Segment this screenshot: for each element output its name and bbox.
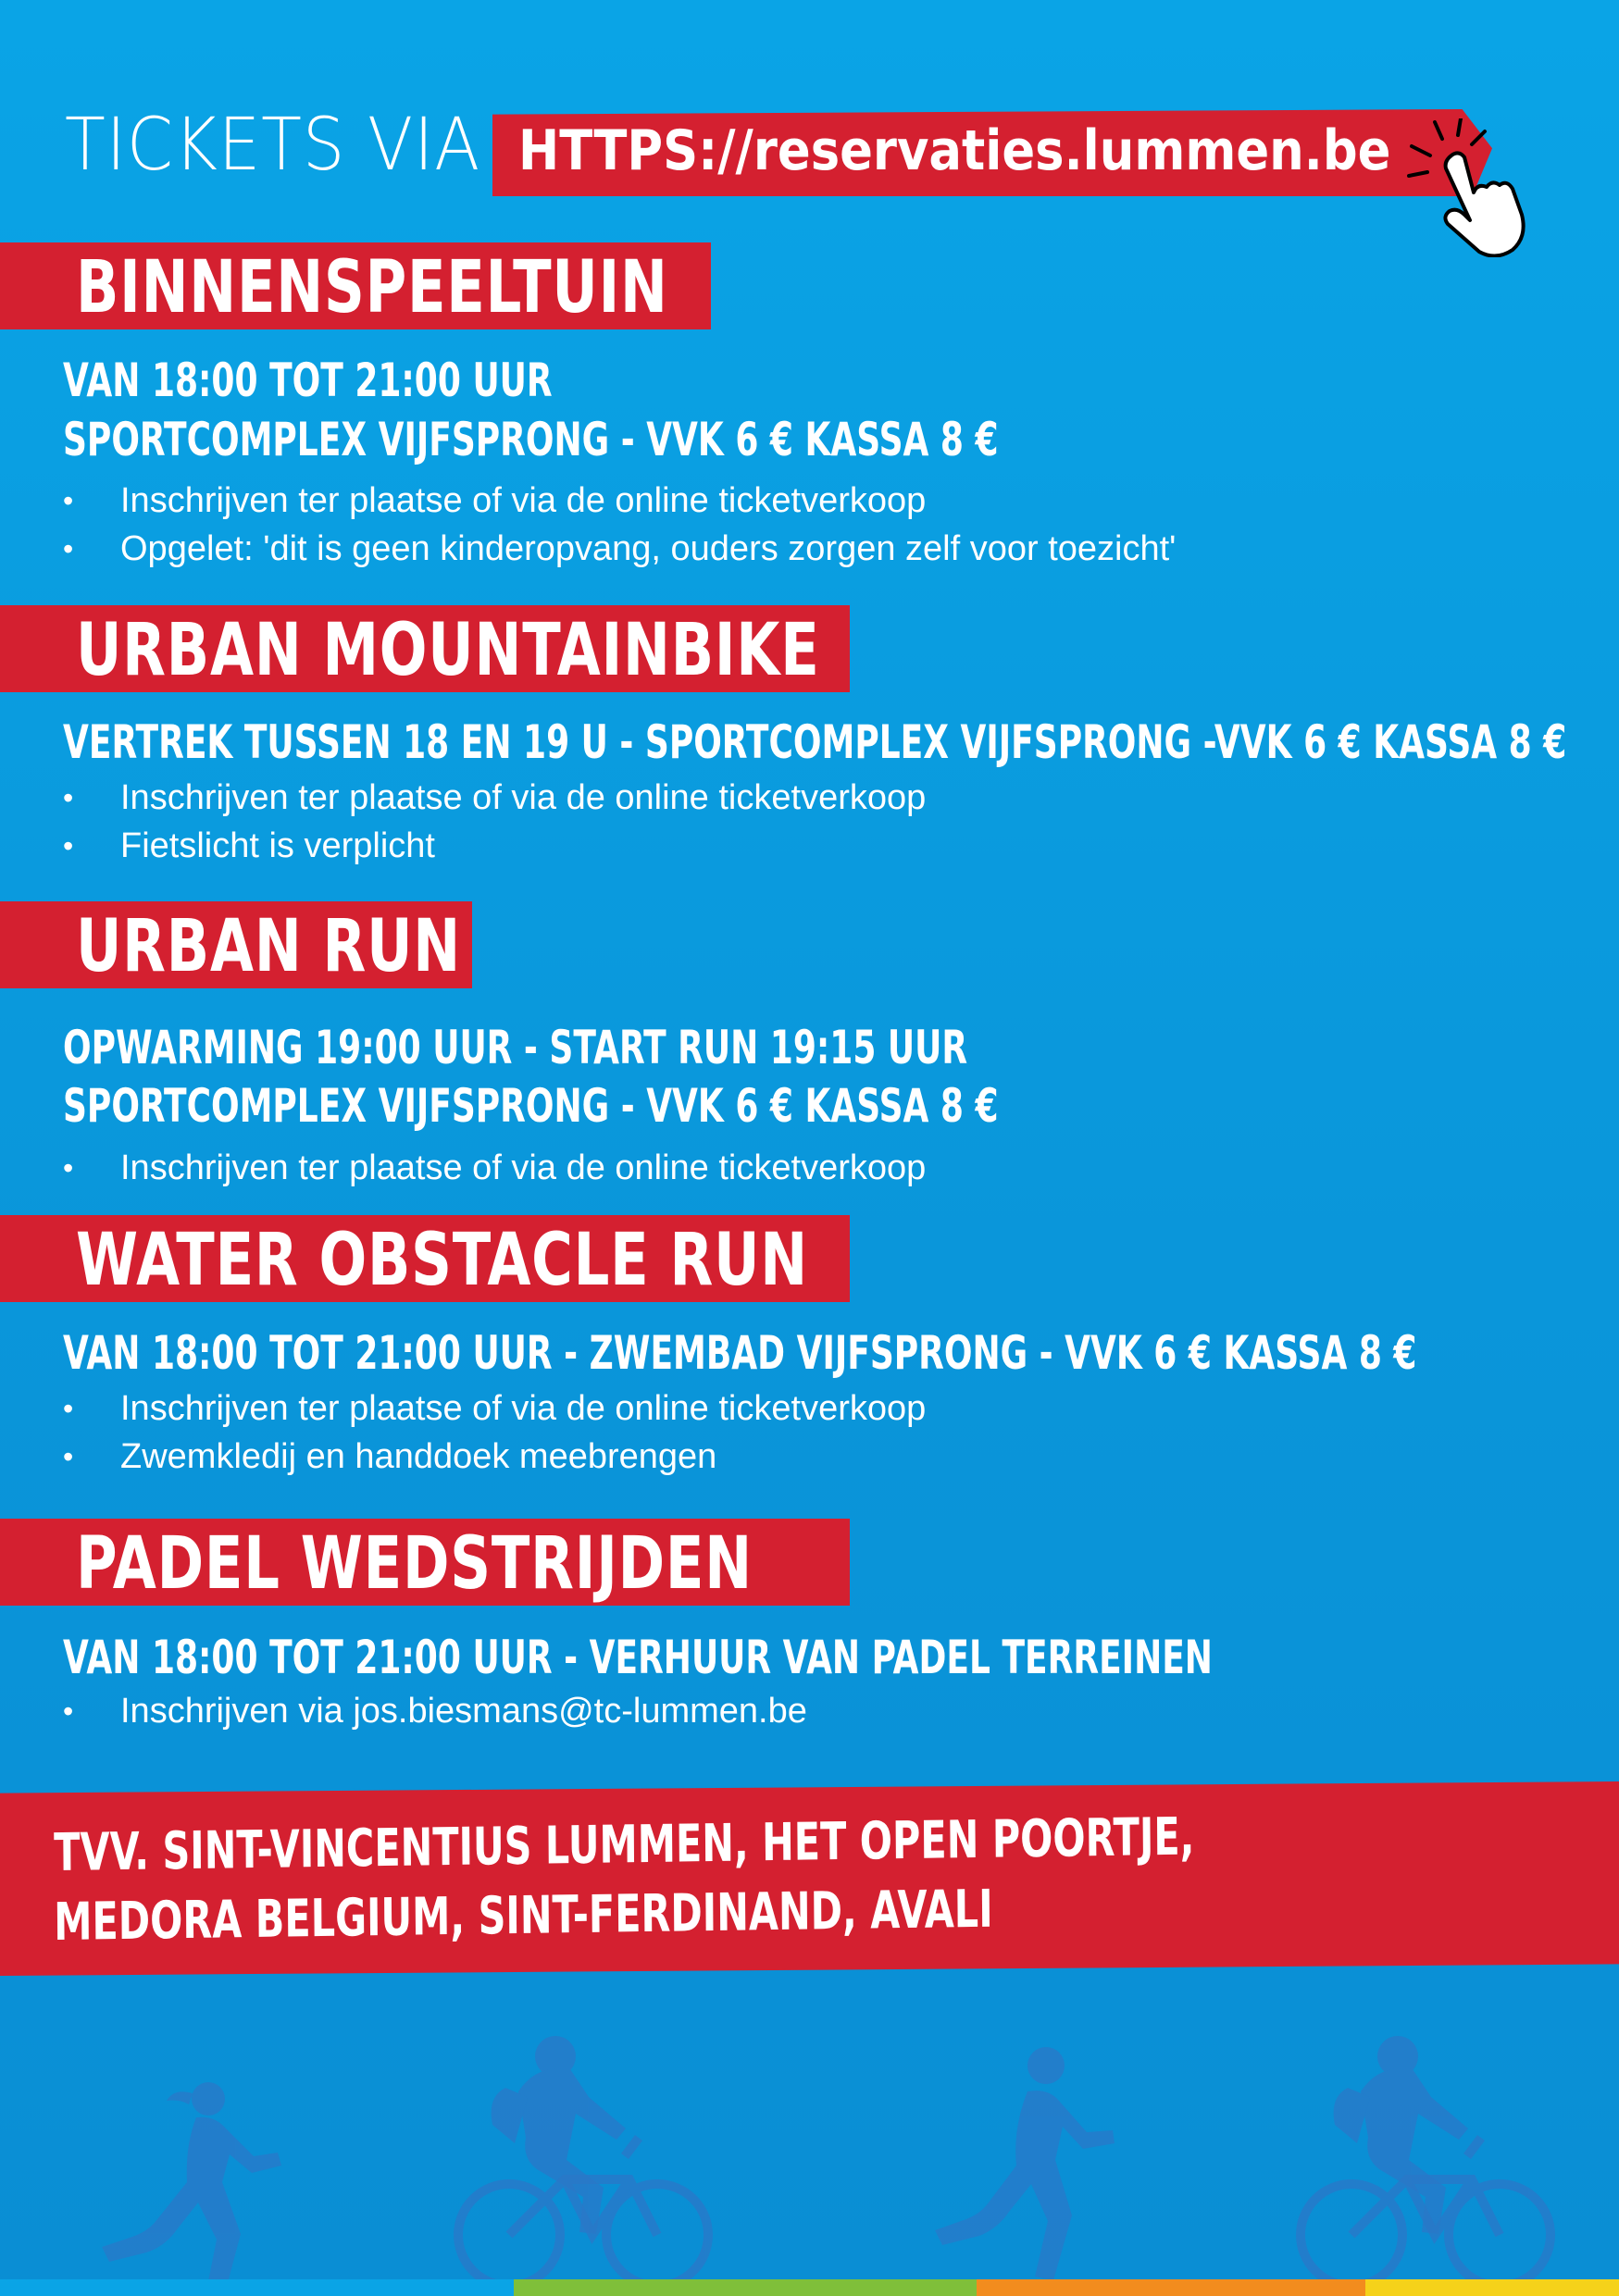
section-detail: SPORTCOMPLEX VIJFSPRONG - VVK 6 € KASSA 8 €	[63, 1079, 999, 1133]
sponsor-line: MEDORA BELGIUM, SINT-FERDINAND, AVALI	[53, 1879, 993, 1953]
sponsor-line: TVV. SINT-VINCENTIUS LUMMEN, HET OPEN POORTJE,	[53, 1806, 1195, 1883]
bullet-list	[63, 477, 1176, 573]
section-detail: VAN 18:00 TOT 21:00 UUR - VERHUUR VAN PADEL TERREINEN	[63, 1631, 1213, 1684]
cyclist-icon	[1296, 2027, 1555, 2295]
color-stripe-green	[514, 2279, 977, 2296]
list-item: • Inschrijven via jos.biesmans@tc-lummen.be	[63, 1687, 807, 1735]
section-title: WATER OBSTACLE RUN	[76, 1219, 808, 1302]
color-stripe-yellow	[1365, 2279, 1619, 2296]
color-stripe-blue	[0, 2279, 514, 2296]
color-stripe-orange	[977, 2279, 1365, 2296]
section-detail: VAN 18:00 TOT 21:00 UUR - ZWEMBAD VIJFSPRONG - VVK 6 € KASSA 8 €	[63, 1326, 1417, 1380]
pointer-hand-click-icon	[1407, 118, 1546, 257]
list-item: • Zwemkledij en handdoek meebrengen	[63, 1433, 926, 1481]
bullet-list	[63, 1144, 926, 1192]
list-item: • Inschrijven ter plaatse of via de online ticketverkoop	[63, 1144, 926, 1192]
list-item: • Opgelet: 'dit is geen kinderopvang, ouders zorgen zelf voor toezicht'	[63, 525, 1176, 573]
section-title: URBAN MOUNTAINBIKE	[76, 609, 820, 692]
section-title: BINNENSPEELTUIN	[76, 246, 668, 329]
list-item: • Inschrijven ter plaatse of via de online ticketverkoop	[63, 477, 1176, 525]
section-detail: OPWARMING 19:00 UUR - START RUN 19:15 UUR	[63, 1021, 968, 1074]
reservation-url-link[interactable]: HTTPS://reservaties.lummen.be	[518, 118, 1391, 183]
list-item: • Fietslicht is verplicht	[63, 822, 926, 870]
cyclist-icon	[454, 2027, 713, 2295]
section-detail: VERTREK TUSSEN 18 EN 19 U - SPORTCOMPLEX VIJFSPRONG -VVK 6 € KASSA 8 €	[63, 715, 1567, 769]
runner-man-icon	[935, 2036, 1139, 2295]
list-item: • Inschrijven ter plaatse of via de online ticketverkoop	[63, 1384, 926, 1433]
bullet-list	[63, 1687, 807, 1735]
bullet-list	[63, 774, 926, 870]
section-detail: SPORTCOMPLEX VIJFSPRONG - VVK 6 € KASSA 8 €	[63, 413, 999, 466]
tickets-via-label: TICKETS VIA	[65, 104, 481, 187]
section-title: URBAN RUN	[76, 905, 462, 988]
section-title: PADEL WEDSTRIJDEN	[76, 1522, 753, 1606]
bullet-list	[63, 1384, 926, 1481]
runner-woman-icon	[93, 2073, 296, 2295]
section-detail: VAN 18:00 TOT 21:00 UUR	[63, 354, 553, 407]
list-item: • Inschrijven ter plaatse of via de online ticketverkoop	[63, 774, 926, 822]
